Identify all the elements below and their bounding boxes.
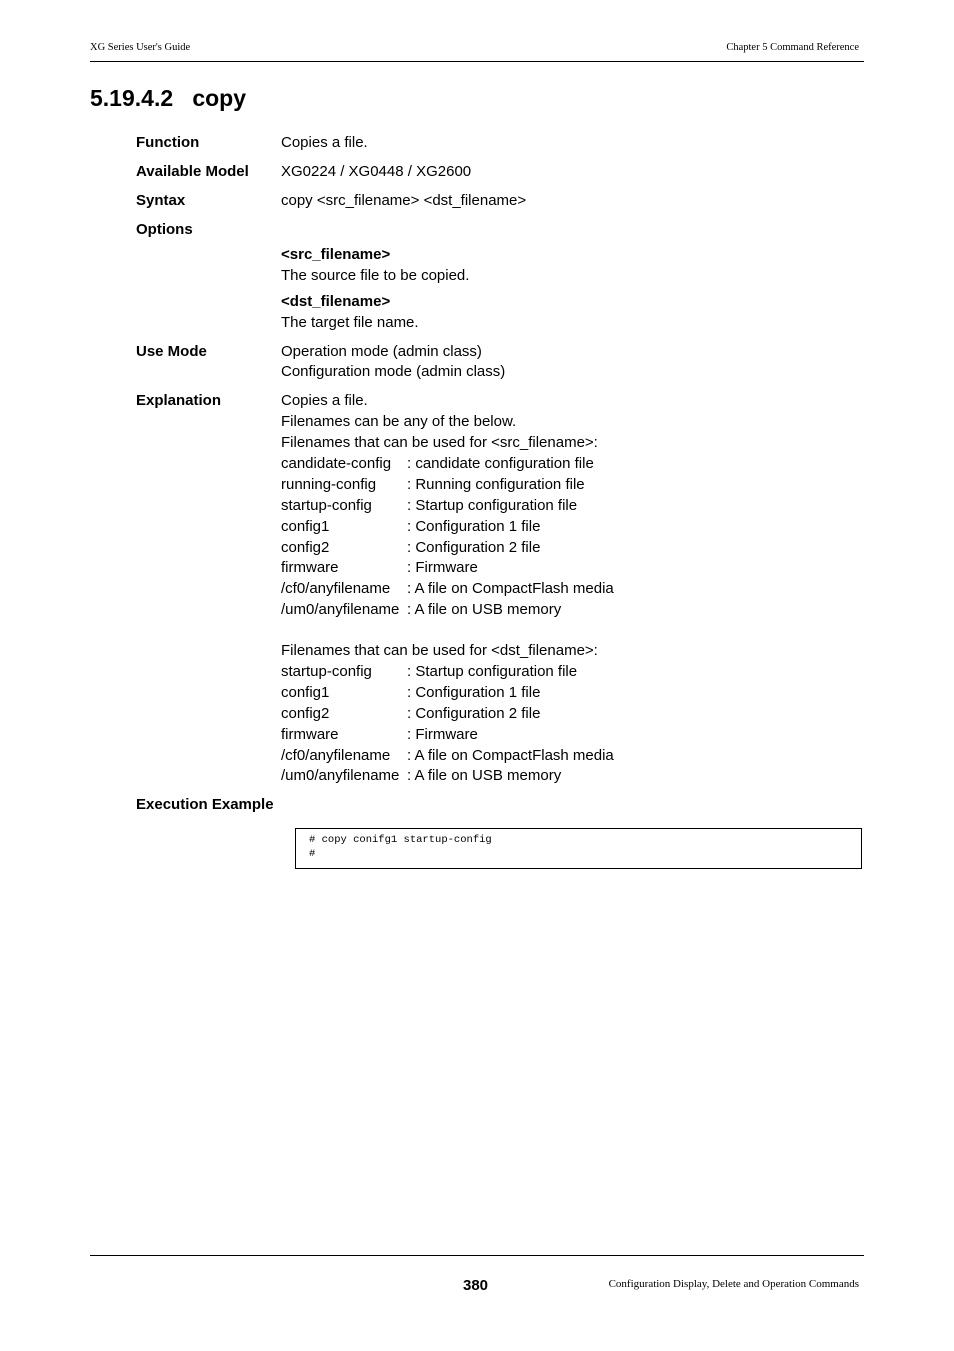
filename: running-config (281, 475, 377, 493)
filename-desc: : Startup configuration file (407, 663, 578, 680)
running-header (90, 42, 864, 62)
function-value: Copies a file. (281, 134, 368, 151)
dst-filenames-heading: Filenames that can be used for <dst_filename>: (281, 642, 598, 659)
filename: /cf0/anyfilename (281, 580, 391, 598)
footer-rule (90, 1255, 864, 1256)
section-number: 5.19.4.2 (90, 85, 174, 111)
chapter-title: Chapter 5 Command Reference (726, 42, 859, 53)
option-src-name: <src_filename> (281, 246, 391, 263)
filename: candidate-config (281, 455, 392, 472)
filename: config1 (281, 683, 330, 701)
use-mode-line: Operation mode (admin class) (281, 343, 482, 360)
filename-desc: : Firmware (407, 559, 478, 577)
use-mode-label: Use Mode (136, 343, 207, 360)
option-src-desc: The source file to be copied. (281, 267, 470, 284)
filename-desc: : A file on CompactFlash media (407, 746, 614, 764)
filename: config2 (281, 704, 330, 722)
explanation-intro: Filenames can be any of the below. (281, 413, 517, 430)
code-example-box (295, 828, 862, 869)
filename: config2 (281, 538, 330, 556)
footer-section-title: Configuration Display, Delete and Operation Commands (608, 1278, 859, 1290)
code-line: # (309, 848, 316, 860)
explanation-intro: Copies a file. (281, 392, 368, 409)
page-number: 380 (463, 1277, 489, 1294)
filename-desc: : A file on USB memory (407, 601, 562, 619)
filename: firmware (281, 725, 339, 743)
filename-desc: : Startup configuration file (407, 496, 578, 514)
src-filenames-heading: Filenames that can be used for <src_filename>: (281, 434, 598, 451)
filename-desc: : candidate configuration file (407, 455, 594, 472)
filename: /cf0/anyfilename (281, 746, 391, 764)
use-mode-line: Configuration mode (admin class) (281, 363, 506, 380)
filename: /um0/anyfilename (281, 767, 400, 785)
explanation-label: Explanation (136, 392, 222, 409)
syntax-label: Syntax (136, 192, 186, 209)
section-title (90, 85, 246, 112)
filename: config1 (281, 517, 330, 535)
options-label: Options (136, 221, 193, 238)
execution-example-label: Execution Example (136, 796, 274, 813)
filename-desc: : Firmware (407, 725, 478, 743)
filename: firmware (281, 559, 339, 577)
filename-desc: : Configuration 1 file (407, 517, 541, 535)
option-dst-name: <dst_filename> (281, 293, 391, 310)
code-line: # copy conifg1 startup-config (309, 834, 492, 846)
filename-desc: : Configuration 2 file (407, 538, 541, 556)
available-model-label: Available Model (136, 163, 249, 180)
filename-desc: : A file on USB memory (407, 767, 562, 785)
available-model-value: XG0224 / XG0448 / XG2600 (281, 163, 472, 180)
guide-title: XG Series User's Guide (90, 42, 191, 53)
section-name: copy (192, 85, 246, 111)
filename-desc: : Configuration 1 file (407, 683, 541, 701)
option-dst-desc: The target file name. (281, 314, 419, 331)
function-label: Function (136, 134, 200, 151)
filename-desc: : A file on CompactFlash media (407, 580, 614, 598)
filename-desc: : Configuration 2 file (407, 704, 541, 722)
filename: startup-config (281, 663, 372, 680)
filename-desc: : Running configuration file (407, 475, 585, 493)
syntax-value: copy <src_filename> <dst_filename> (281, 192, 527, 209)
filename: startup-config (281, 496, 372, 514)
filename: /um0/anyfilename (281, 601, 400, 619)
